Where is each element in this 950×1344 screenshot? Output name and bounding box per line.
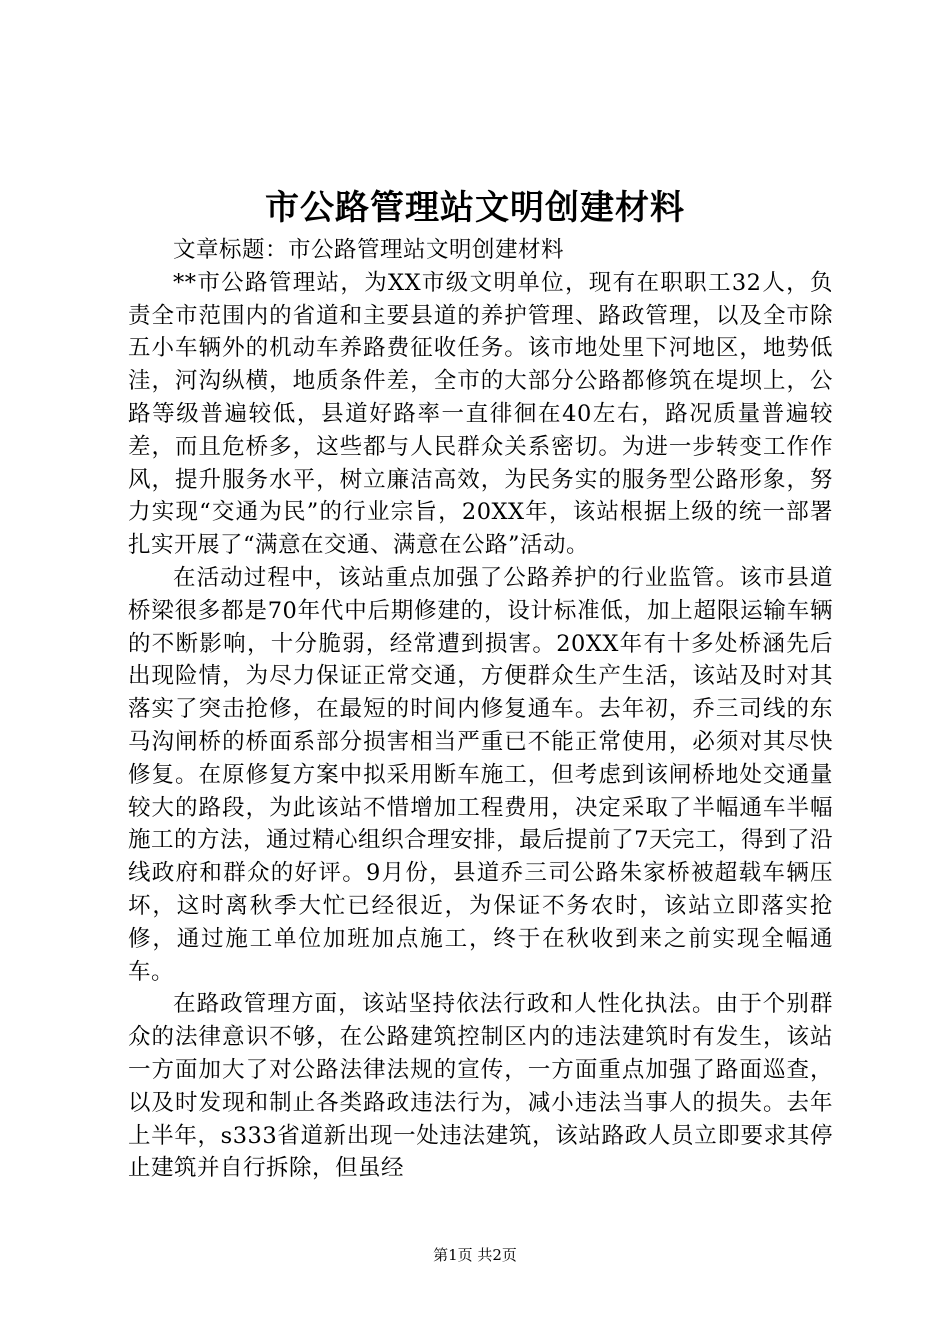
paragraph-intro: **市公路管理站，为XX市级文明单位，现有在职职工32人，负责全市范围内的省道和主要县道的养护管理、路政管理，以及全市除五小车辆外的机动车养路费征收任务。该市地处里下河地区，地势低洼，河沟纵横，地质条件差，全市的大部分公路都修筑在堤坝上，公路等级普遍较低，县道好路率一直徘徊在40左右，路况质量普遍较差，而且危桥多，这些都与人民群众关系密切。为进一步转变工作作风，提升服务水平，树立廉洁高效，为民务实的服务型公路形象，努力实现“交通为民”的行业宗旨，20XX年，该站根据上级的统一部署扎实开展了“满意在交通、满意在公路”活动。	[128, 269, 833, 559]
document-body	[128, 234, 833, 1185]
paragraph-road-administration: 在路政管理方面，该站坚持依法行政和人性化执法。由于个别群众的法律意识不够，在公路建筑控制区内的违法建筑时有发生，该站一方面加大了对公路法律法规的宣传，一方面重点加强了路面巡查，以及时发现和制止各类路政违法行为，减小违法当事人的损失。去年上半年，s333省道新出现一处违法建筑，该站路政人员立即要求其停止建筑并自行拆除，但虽经	[128, 991, 833, 1182]
paragraph-maintenance: 在活动过程中，该站重点加强了公路养护的行业监管。该市县道桥梁很多都是70年代中后期修建的，设计标准低，加上超限运输车辆的不断影响，十分脆弱，经常遭到损害。20XX年有十多处桥涵先后出现险情，为尽力保证正常交通，方便群众生产生活，该站及时对其落实了突击抢修，在最短的时间内修复通车。去年初，乔三司线的东马沟闸桥的桥面系部分损害相当严重已不能正常使用，必须对其尽快修复。在原修复方案中拟采用断车施工，但考虑到该闸桥地处交通量较大的路段，为此该站不惜增加工程费用，决定采取了半幅通车半幅施工的方法，通过精心组织合理安排，最后提前了7天完工，得到了沿线政府和群众的好评。9月份，县道乔三司公路朱家桥被超载车辆压坏，这时离秋季大忙已经很近，为保证不务农时，该站立即落实抢修，通过施工单位加班加点施工，终于在秋收到来之前实现全幅通车。	[128, 564, 833, 985]
page-footer: 第1页 共2页	[433, 1246, 517, 1264]
article-heading-line: 文章标题：市公路管理站文明创建材料	[173, 237, 565, 263]
document-title: 市公路管理站文明创建材料	[265, 188, 685, 228]
